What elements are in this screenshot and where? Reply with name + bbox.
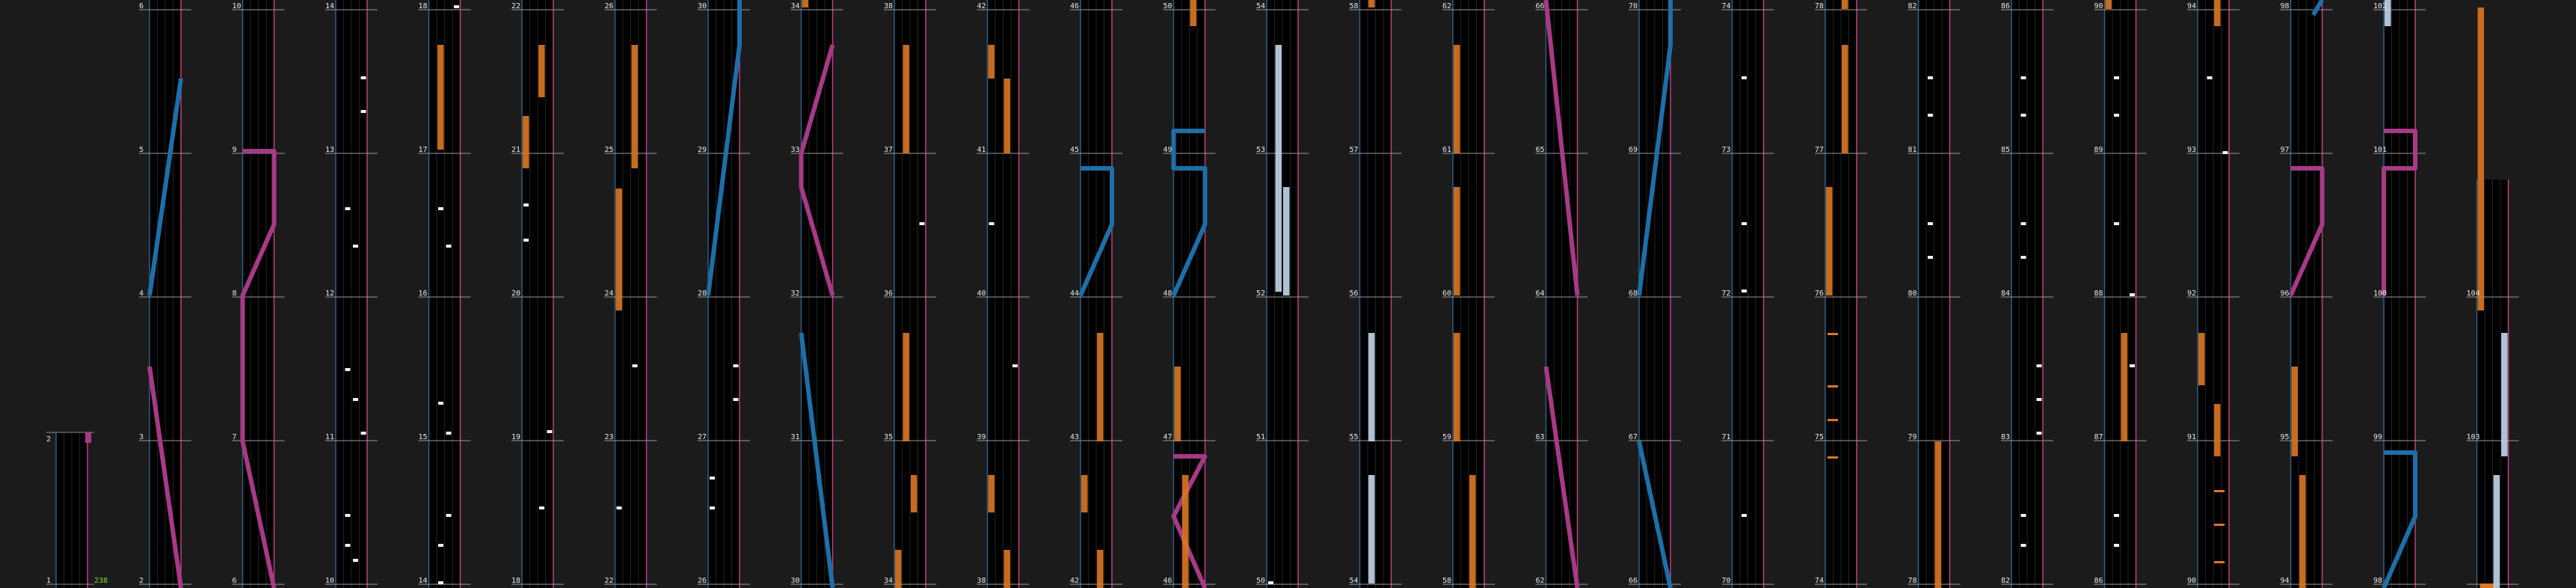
tap-note: [2021, 76, 2026, 79]
beat-number: 78: [1815, 2, 1825, 10]
beat-number: 86: [2094, 577, 2103, 585]
combo-counter: 238: [94, 577, 108, 585]
tap-note: [1742, 514, 1747, 517]
beat-number: 58: [1349, 2, 1359, 10]
hold-note: [989, 45, 995, 79]
hold-note: [903, 333, 910, 441]
hold-note: [1276, 45, 1282, 292]
tap-note: [710, 477, 715, 480]
beat-number: 44: [1070, 290, 1080, 298]
tap-note: [2021, 256, 2026, 259]
tap-note: [438, 581, 443, 584]
beat-number: 37: [884, 146, 894, 154]
hold-note: [1081, 475, 1088, 512]
beat-number: 9: [232, 146, 237, 154]
beat-number: 13: [325, 146, 335, 154]
tap-note: [989, 222, 995, 225]
tap-note: [361, 76, 366, 79]
beat-number: 63: [1535, 433, 1545, 441]
beat-number: 75: [1815, 433, 1825, 441]
hold-note: [2494, 475, 2500, 588]
tap-note: [539, 506, 544, 509]
beat-number: 54: [1256, 2, 1266, 10]
beat-number: 95: [2280, 433, 2290, 441]
tap-note: [2021, 514, 2026, 517]
beat-number: 20: [511, 290, 521, 298]
tap-note: [2114, 544, 2119, 547]
tap-note: [734, 398, 739, 401]
tap-note: [1928, 114, 1933, 117]
hold-note: [2478, 7, 2485, 310]
beat-number: 82: [1908, 2, 1917, 10]
beat-number: 100: [2373, 290, 2388, 298]
tap-note: [1828, 456, 1838, 459]
hold-note: [1097, 333, 1104, 441]
beat-number: 12: [325, 290, 335, 298]
hold-note: [903, 45, 910, 153]
beat-number: 104: [2466, 290, 2480, 298]
tap-note: [353, 398, 358, 401]
tap-note: [2207, 76, 2213, 79]
tap-note: [2037, 398, 2042, 401]
hold-note: [2501, 333, 2508, 456]
beat-number: 74: [1815, 577, 1825, 585]
beat-number: 66: [1535, 2, 1545, 10]
hold-note: [802, 0, 809, 7]
beat-number: 24: [604, 290, 614, 298]
beat-number: 93: [2187, 146, 2197, 154]
hold-note: [2121, 333, 2128, 441]
hold-note: [2292, 367, 2299, 456]
tap-note: [438, 544, 443, 547]
beat-number: 57: [1349, 146, 1359, 154]
beat-number: 11: [325, 433, 335, 441]
beat-number: 41: [977, 146, 986, 154]
beat-number: 32: [790, 290, 800, 298]
beat-number: 28: [698, 290, 707, 298]
beat-number: 51: [1256, 433, 1266, 441]
hold-note: [1935, 441, 1942, 588]
beat-number: 19: [511, 433, 521, 441]
tap-note: [2114, 514, 2119, 517]
beat-number: 86: [2001, 2, 2011, 10]
tap-note: [523, 239, 529, 242]
beat-number: 90: [2094, 2, 2103, 10]
beat-number: 27: [698, 433, 707, 441]
tap-note: [454, 5, 459, 8]
tap-note: [2037, 364, 2042, 367]
beat-number: 55: [1349, 433, 1359, 441]
beat-number: 50: [1163, 2, 1172, 10]
tap-note: [446, 514, 452, 517]
beat-number: 69: [1629, 146, 1638, 154]
tap-note: [633, 364, 638, 367]
beat-number: 101: [2373, 146, 2388, 154]
beat-number: 59: [1442, 433, 1452, 441]
beat-number: 46: [1070, 2, 1080, 10]
beat-number: 18: [511, 577, 521, 585]
hold-note: [1454, 333, 1460, 441]
tap-note: [1928, 222, 1933, 225]
tap-note: [345, 544, 351, 547]
beat-number: 58: [1442, 577, 1452, 585]
tap-note: [2223, 151, 2228, 154]
arc-segment: [85, 432, 91, 443]
beat-number: 36: [884, 290, 894, 298]
beat-number: 50: [1256, 577, 1266, 585]
hold-note: [2198, 333, 2205, 385]
beat-number: 98: [2373, 577, 2383, 585]
tap-note: [617, 506, 622, 509]
tap-note: [353, 559, 358, 562]
beat-number: 66: [1629, 577, 1638, 585]
beat-number: 52: [1256, 290, 1266, 298]
tap-note: [1828, 419, 1838, 421]
tap-note: [2114, 114, 2119, 117]
beat-number: 71: [1721, 433, 1731, 441]
beat-number: 22: [604, 577, 614, 585]
tap-note: [438, 207, 443, 210]
beat-number: 6: [139, 2, 144, 10]
beat-number: 25: [604, 146, 614, 154]
beat-number: 54: [1349, 577, 1359, 585]
beat-number: 77: [1815, 146, 1825, 154]
beat-number: 94: [2280, 577, 2290, 585]
beat-number: 96: [2280, 290, 2290, 298]
hold-note: [2214, 404, 2221, 456]
tap-note: [1828, 333, 1838, 335]
hold-note: [989, 475, 995, 512]
beat-number: 82: [2001, 577, 2011, 585]
hold-note: [523, 116, 529, 168]
tap-note: [2021, 544, 2026, 547]
beat-number: 65: [1535, 146, 1545, 154]
hold-note: [1454, 45, 1460, 153]
beat-number: 53: [1256, 146, 1266, 154]
beat-number: 39: [977, 433, 986, 441]
hold-note: [1368, 0, 1375, 7]
beat-number: 18: [418, 2, 428, 10]
hold-note: [1097, 550, 1104, 588]
beat-number: 5: [139, 146, 144, 154]
tap-note: [2130, 364, 2135, 367]
beat-number: 84: [2001, 290, 2011, 298]
beat-number: 3: [139, 433, 144, 441]
tap-note: [361, 110, 366, 113]
beat-number: 83: [2001, 433, 2011, 441]
tap-note: [1742, 290, 1747, 293]
beat-number: 79: [1908, 433, 1917, 441]
hold-note: [437, 45, 444, 150]
beat-number: 38: [884, 2, 894, 10]
beat-number: 2: [46, 435, 52, 444]
hold-note: [1175, 367, 1181, 441]
hold-note: [2106, 0, 2112, 9]
beat-number: 76: [1815, 290, 1825, 298]
beat-number: 30: [698, 2, 707, 10]
beat-number: 14: [325, 2, 335, 10]
beat-number: 94: [2187, 2, 2197, 10]
beat-number: 14: [418, 577, 428, 585]
beat-number: 60: [1442, 290, 1452, 298]
beat-number: 99: [2373, 433, 2383, 441]
tap-note: [2214, 490, 2225, 492]
beat-number: 87: [2094, 433, 2103, 441]
beat-number: 81: [1908, 146, 1917, 154]
hold-note: [1368, 333, 1375, 441]
tap-note: [1012, 364, 1018, 367]
tap-note: [2021, 114, 2026, 117]
tap-note: [345, 514, 351, 517]
beat-number: 68: [1629, 290, 1638, 298]
tap-note: [446, 432, 452, 435]
beat-number: 4: [139, 290, 144, 298]
beat-number: 89: [2094, 146, 2103, 154]
hold-note: [1004, 79, 1011, 153]
beat-number: 73: [1721, 146, 1731, 154]
hold-note: [911, 475, 917, 512]
beat-number: 29: [698, 146, 707, 154]
beat-number: 22: [511, 2, 521, 10]
beat-number: 35: [884, 433, 894, 441]
hold-note: [2299, 475, 2306, 588]
beat-number: 46: [1163, 577, 1172, 585]
beat-number: 74: [1721, 2, 1731, 10]
beat-number: 10: [232, 2, 242, 10]
beat-number: 42: [977, 2, 986, 10]
beat-number: 34: [884, 577, 894, 585]
beat-number: 62: [1442, 2, 1452, 10]
tap-note: [734, 364, 739, 367]
beat-number: 40: [977, 290, 986, 298]
tap-note: [920, 222, 925, 225]
tap-note: [1742, 76, 1747, 79]
beat-number: 64: [1535, 290, 1545, 298]
tap-note: [2037, 432, 2042, 435]
hold-note: [2214, 0, 2221, 26]
hold-note: [538, 45, 545, 97]
tap-note: [2114, 76, 2119, 79]
beat-number: 49: [1163, 146, 1172, 154]
hold-note: [632, 45, 639, 168]
beat-number: 30: [790, 577, 800, 585]
tap-note: [2130, 293, 2135, 296]
beat-number: 21: [511, 146, 521, 154]
beat-number: 56: [1349, 290, 1359, 298]
beat-number: 23: [604, 433, 614, 441]
hold-note: [895, 550, 902, 588]
beat-number: 31: [790, 433, 800, 441]
beat-number: 90: [2187, 577, 2197, 585]
hold-note: [1283, 187, 1290, 295]
tap-note: [2114, 222, 2119, 225]
hold-note: [1469, 475, 1476, 588]
beat-number: 34: [790, 2, 800, 10]
hold-note: [1842, 0, 1848, 9]
tap-note: [523, 203, 529, 206]
beat-number: 88: [2094, 290, 2103, 298]
beat-number: 72: [1721, 290, 1731, 298]
tap-note: [353, 245, 358, 248]
hold-note: [1182, 475, 1189, 588]
tap-note: [1742, 222, 1747, 225]
beat-number: 1: [46, 577, 52, 585]
tap-note: [438, 402, 443, 405]
tap-note: [1928, 256, 1933, 259]
beat-number: 38: [977, 577, 986, 585]
beat-number: 7: [232, 433, 237, 441]
beat-number: 48: [1163, 290, 1172, 298]
beat-number: 16: [418, 290, 428, 298]
hold-note: [616, 189, 623, 310]
beat-number: 92: [2187, 290, 2197, 298]
tap-note: [2021, 222, 2026, 225]
beat-number: 2: [139, 577, 144, 585]
beat-number: 45: [1070, 146, 1080, 154]
beat-number: 8: [232, 290, 237, 298]
beat-number: 10: [325, 577, 335, 585]
beat-number: 6: [232, 577, 237, 585]
beat-number: 42: [1070, 577, 1080, 585]
beat-number: 97: [2280, 146, 2290, 154]
beat-number: 67: [1629, 433, 1638, 441]
tap-note: [1268, 581, 1273, 584]
hold-note: [1454, 187, 1460, 295]
beat-number: 61: [1442, 146, 1452, 154]
tap-note: [345, 368, 351, 371]
beat-number: 26: [604, 2, 614, 10]
tap-note: [710, 506, 715, 509]
beat-number: 102: [2373, 2, 2388, 10]
beat-number: 47: [1163, 433, 1172, 441]
beat-number: 15: [418, 433, 428, 441]
tap-note: [345, 207, 351, 210]
beat-number: 26: [698, 577, 707, 585]
tap-note: [1828, 385, 1838, 388]
beat-number: 62: [1535, 577, 1545, 585]
beat-number: 43: [1070, 433, 1080, 441]
beat-number: 103: [2466, 433, 2480, 441]
tap-note: [446, 245, 452, 248]
beat-number: 78: [1908, 577, 1917, 585]
tap-note: [2214, 561, 2225, 563]
hold-note: [1826, 187, 1833, 295]
hold-note: [1368, 475, 1375, 584]
tap-note: [361, 432, 366, 435]
hold-note: [2480, 584, 2495, 588]
hold-note: [1190, 0, 1197, 26]
beat-number: 98: [2280, 2, 2290, 10]
beat-number: 85: [2001, 146, 2011, 154]
tap-note: [2214, 524, 2225, 526]
hold-note: [1004, 550, 1011, 588]
beat-number: 33: [790, 146, 800, 154]
beat-number: 70: [1721, 577, 1731, 585]
tap-note: [547, 430, 553, 433]
beat-number: 70: [1629, 2, 1638, 10]
beat-number: 80: [1908, 290, 1917, 298]
tap-note: [1928, 76, 1933, 79]
beat-number: 17: [418, 146, 428, 154]
hold-note: [1842, 45, 1848, 153]
beat-number: 91: [2187, 433, 2197, 441]
